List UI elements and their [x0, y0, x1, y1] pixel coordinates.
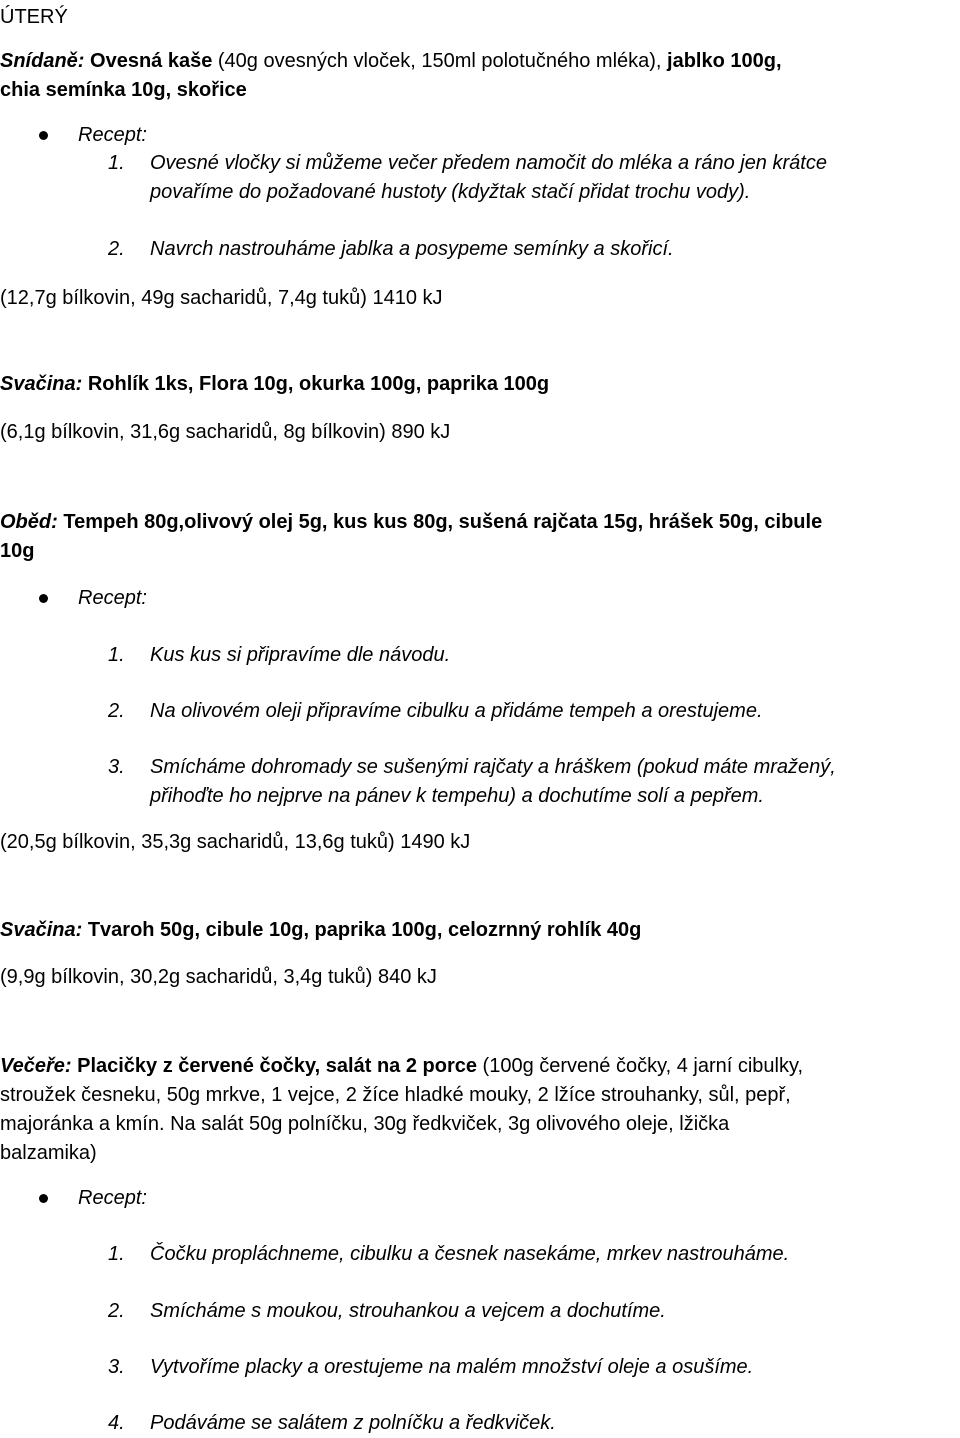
dinner-ingredients-1: (100g červené čočky, 4 jarní cibulky, — [476, 1055, 804, 1077]
dinner-step-3-line-1: Vytvoříme placky a orestujeme na malém množství oleje a osušíme. — [150, 1356, 754, 1378]
bullet-icon — [39, 131, 48, 140]
breakfast-recipe-label: Recept: — [78, 124, 147, 146]
breakfast-line-1 — [0, 47, 782, 76]
snack1-line — [0, 370, 549, 399]
breakfast-step-1-num: 1. — [108, 152, 125, 174]
breakfast-step-2-line-1: Navrch nastrouháme jablka a posypeme semínky a skořicí. — [150, 238, 674, 260]
dinner-recipe-label: Recept: — [78, 1187, 147, 1209]
snack1-nutrition: (6,1g bílkovin, 31,6g sacharidů, 8g bílkovin) 890 kJ — [0, 421, 451, 443]
lunch-recipe-label: Recept: — [78, 587, 147, 609]
bullet-icon — [39, 1194, 48, 1203]
dinner-step-2-line-1: Smícháme s moukou, strouhankou a vejcem a dochutíme. — [150, 1300, 666, 1322]
dinner-step-4-line-1: Podáváme se salátem z polníčku a ředkviček. — [150, 1412, 556, 1434]
lunch-items: Tempeh 80g,olivový olej 5g, kus kus 80g, sušená rajčata 15g, hrášek 50g, cibule — [57, 511, 823, 533]
lunch-step-1-num: 1. — [108, 644, 125, 666]
snack1-label: Svačina: — [0, 373, 83, 395]
snack2-nutrition: (9,9g bílkovin, 30,2g sacharidů, 3,4g tuků) 840 kJ — [0, 966, 437, 988]
lunch-label: Oběd: — [0, 511, 58, 533]
lunch-step-2-num: 2. — [108, 700, 125, 722]
breakfast-extra-1: jablko 100g, — [667, 50, 782, 72]
dinner-step-3-num: 3. — [108, 1356, 125, 1378]
dinner-step-2-num: 2. — [108, 1300, 125, 1322]
lunch-line-2: 10g — [0, 540, 35, 562]
breakfast-line-2: chia semínka 10g, skořice — [0, 79, 247, 101]
breakfast-ingredients: (40g ovesných vloček, 150ml polotučného mléka), — [212, 50, 668, 72]
lunch-nutrition: (20,5g bílkovin, 35,3g sacharidů, 13,6g tuků) 1490 kJ — [0, 831, 471, 853]
day-title: ÚTERÝ — [0, 6, 68, 28]
dinner-label: Večeře: — [0, 1055, 72, 1077]
snack2-line — [0, 916, 641, 945]
dinner-line-3: majoránka a kmín. Na salát 50g polníčku, 30g ředkviček, 3g olivového oleje, lžička — [0, 1113, 730, 1135]
lunch-line-1 — [0, 508, 822, 537]
snack2-items: Tvaroh 50g, cibule 10g, paprika 100g, celozrnný rohlík 40g — [82, 919, 642, 941]
lunch-step-3-num: 3. — [108, 756, 125, 778]
dinner-step-4-num: 4. — [108, 1412, 125, 1434]
dinner-line-2: stroužek česneku, 50g mrkve, 1 vejce, 2 žíce hladké mouky, 2 lžíce strouhanky, sůl, pepř, — [0, 1084, 791, 1106]
snack1-items: Rohlík 1ks, Flora 10g, okurka 100g, paprika 100g — [82, 373, 550, 395]
breakfast-step-1-line-2: povaříme do požadované hustoty (kdyžtak stačí přidat trochu vody). — [150, 181, 751, 203]
lunch-step-1-line-1: Kus kus si připravíme dle návodu. — [150, 644, 451, 666]
snack2-label: Svačina: — [0, 919, 83, 941]
breakfast-step-2-num: 2. — [108, 238, 125, 260]
bullet-icon — [39, 594, 48, 603]
dinner-step-1-line-1: Čočku propláchneme, cibulku a česnek nasekáme, mrkev nastrouháme. — [150, 1243, 790, 1265]
dinner-line-4: balzamika) — [0, 1142, 97, 1164]
dinner-step-1-num: 1. — [108, 1243, 125, 1265]
breakfast-step-1-line-1: Ovesné vločky si můžeme večer předem namočit do mléka a ráno jen krátce — [150, 152, 827, 174]
lunch-step-3-line-2: přihoďte ho nejprve na pánev k tempehu) a dochutíme solí a pepřem. — [150, 785, 764, 807]
breakfast-nutrition: (12,7g bílkovin, 49g sacharidů, 7,4g tuků) 1410 kJ — [0, 287, 443, 309]
dinner-dish: Placičky z červené čočky, salát na 2 porce — [71, 1055, 477, 1077]
lunch-step-2-line-1: Na olivovém oleji připravíme cibulku a přidáme tempeh a orestujeme. — [150, 700, 763, 722]
breakfast-label: Snídaně: — [0, 50, 85, 72]
breakfast-dish: Ovesná kaše — [90, 50, 213, 72]
lunch-step-3-line-1: Smícháme dohromady se sušenými rajčaty a hráškem (pokud máte mražený, — [150, 756, 836, 778]
dinner-line-1 — [0, 1052, 803, 1081]
